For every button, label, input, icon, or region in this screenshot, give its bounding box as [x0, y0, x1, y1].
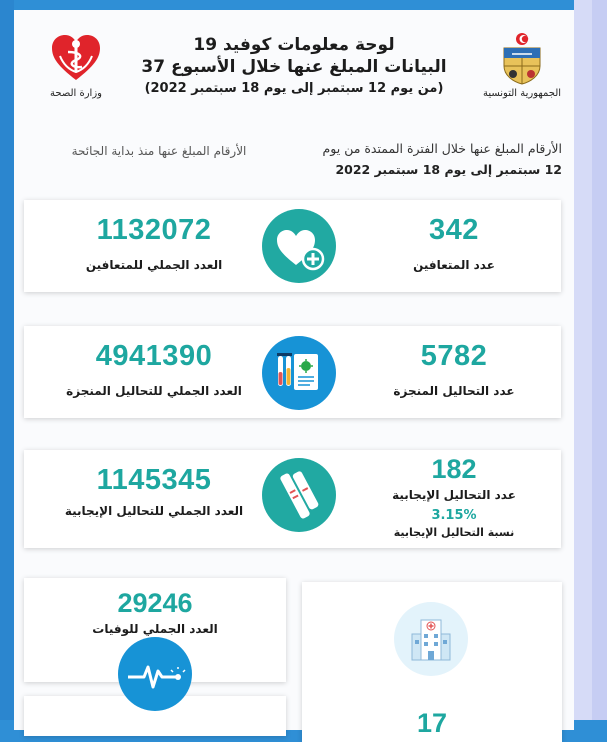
positives-icon-circle [262, 458, 336, 532]
total-deaths-value: 29246 [117, 588, 193, 618]
positivity-rate-value: 3.15% [431, 508, 477, 523]
recoveries-card [24, 200, 561, 292]
tests-icon-circle [262, 336, 336, 410]
weekly-subheader-line1: الأرقام المبلغ عنها خلال الفترة الممتدة من يوم [322, 141, 562, 156]
total-recoveries-label: العدد الجملي للمتعافين [85, 258, 223, 272]
header [14, 10, 574, 130]
weekly-recoveries-value: 342 [429, 214, 479, 246]
heart-plus-icon [262, 209, 336, 283]
dashboard-title: لوحة معلومات كوفيد 19 [193, 35, 395, 55]
total-deaths-label: العدد الجملي للوفيات [92, 622, 218, 636]
positives-card [24, 450, 561, 548]
rapid-test-icon [262, 458, 336, 532]
weekly-positives-label: عدد التحاليل الإيجابية [392, 488, 516, 502]
recoveries-icon-circle [262, 209, 336, 283]
ministry-name: وزارة الصحة [50, 88, 102, 99]
republic-logo [482, 32, 562, 99]
title-block [124, 34, 464, 100]
weekly-tests-value: 5782 [420, 340, 488, 372]
weekly-positives-value: 182 [431, 454, 477, 484]
ministry-heart-icon [48, 30, 104, 86]
ministry-logo [42, 30, 110, 99]
tunisia-crest-icon [500, 32, 544, 86]
tests-card [24, 326, 561, 418]
dashboard-page [14, 10, 574, 738]
week-title: البيانات المبلغ عنها خلال الأسبوع 37 [141, 57, 447, 77]
right-lavender-inner [574, 0, 592, 720]
hospital-card [302, 582, 562, 742]
weekly-tests-label: عدد التحاليل المنجزة [393, 384, 515, 398]
weekly-subheader-line2: 12 سبتمبر إلى يوم 18 سبتمبر 2022 [335, 162, 562, 177]
total-recoveries-value: 1132072 [96, 214, 212, 246]
cumulative-subheader: الأرقام المبلغ عنها منذ بداية الجائحة [71, 144, 247, 158]
left-blue-frame [0, 0, 14, 720]
date-range: (من يوم 12 سبتمبر إلى يوم 18 سبتمبر 2022) [144, 81, 444, 96]
total-positives-value: 1145345 [96, 464, 212, 496]
hospital-value: 17 [416, 708, 448, 738]
hospital-icon [394, 602, 468, 676]
weekly-subheader [296, 138, 562, 180]
deaths-icon-circle [118, 637, 192, 711]
hospital-icon-circle [394, 602, 468, 676]
test-tubes-icon [262, 336, 336, 410]
republic-name: الجمهورية التونسية [482, 88, 562, 99]
weekly-recoveries-label: عدد المتعافين [413, 258, 495, 272]
positivity-rate-label: نسبة التحاليل الإيجابية [393, 526, 515, 539]
heartbeat-icon [118, 637, 192, 711]
total-tests-label: العدد الجملي للتحاليل المنجزة [66, 384, 242, 398]
total-tests-value: 4941390 [95, 340, 213, 372]
total-positives-label: العدد الجملي للتحاليل الإيجابية [64, 504, 244, 518]
